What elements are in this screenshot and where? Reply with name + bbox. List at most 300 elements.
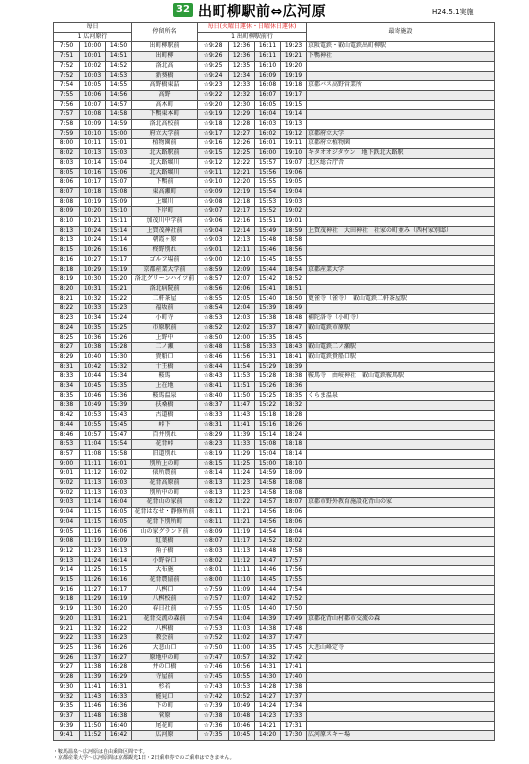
time-cell: 11:33 <box>80 634 106 644</box>
table-row <box>54 158 495 168</box>
time-cell: 11:33 <box>229 440 255 450</box>
time-cell: 12:29 <box>229 110 255 120</box>
time-cell: 12:26 <box>229 139 255 149</box>
time-cell: 8:35 <box>54 391 80 401</box>
sight-cell <box>307 304 495 314</box>
time-cell: 11:23 <box>229 479 255 489</box>
time-cell: 10:49 <box>229 702 255 712</box>
time-cell: 16:01 <box>255 139 281 149</box>
time-cell: 19:05 <box>281 178 307 188</box>
time-cell: 19:15 <box>281 100 307 110</box>
time-cell: 12:06 <box>229 284 255 294</box>
stop-name-cell: 下の町 <box>132 702 198 712</box>
table-row <box>54 508 495 518</box>
table-row <box>54 459 495 469</box>
time-cell: 11:16 <box>80 527 106 537</box>
sight-cell <box>307 459 495 469</box>
time-cell: ☆8:33 <box>198 411 229 421</box>
time-cell: 18:06 <box>281 517 307 527</box>
sight-cell <box>307 702 495 712</box>
time-cell: 10:40 <box>80 352 106 362</box>
time-cell: ☆8:54 <box>198 304 229 314</box>
time-cell: 14:47 <box>255 556 281 566</box>
table-row <box>54 479 495 489</box>
time-cell: 18:59 <box>281 226 307 236</box>
time-cell: 11:46 <box>80 702 106 712</box>
time-cell: 11:37 <box>80 653 106 663</box>
time-cell: ☆7:43 <box>198 682 229 692</box>
table-row <box>54 585 495 595</box>
stop-name-cell: 花背交流の森前 <box>132 614 198 624</box>
table-row <box>54 52 495 62</box>
stop-name-cell: 北大路堀川 <box>132 168 198 178</box>
time-cell: 15:23 <box>106 304 132 314</box>
time-cell: ☆8:14 <box>198 469 229 479</box>
time-cell: 18:10 <box>281 459 307 469</box>
time-cell: 8:31 <box>54 362 80 372</box>
stop-name-cell: 下岸町 <box>132 207 198 217</box>
time-cell: 14:27 <box>255 692 281 702</box>
sight-cell: 京都産業大学 <box>307 265 495 275</box>
time-cell: 11:43 <box>229 411 255 421</box>
sight-cell: 京都バス高野営業所 <box>307 81 495 91</box>
time-cell: 9:25 <box>54 644 80 654</box>
stop-name-cell: 植物園前 <box>132 139 198 149</box>
time-cell: 11:21 <box>229 508 255 518</box>
sight-cell: 下鴨神社 <box>307 52 495 62</box>
time-cell: 15:14 <box>255 430 281 440</box>
time-cell: 12:05 <box>229 294 255 304</box>
time-cell: ☆8:48 <box>198 343 229 353</box>
time-cell: ☆9:20 <box>198 100 229 110</box>
stop-name-cell: 旧道別れ <box>132 449 198 459</box>
time-cell: 14:35 <box>255 644 281 654</box>
time-cell: 15:14 <box>106 236 132 246</box>
time-cell: 16:10 <box>255 61 281 71</box>
time-cell: 14:54 <box>255 527 281 537</box>
table-row <box>54 527 495 537</box>
table-row <box>54 382 495 392</box>
stop-name-cell: 福坂前 <box>132 304 198 314</box>
time-cell: 11:30 <box>80 605 106 615</box>
time-cell: 18:32 <box>281 401 307 411</box>
sight-cell <box>307 178 495 188</box>
time-cell: 16:07 <box>255 90 281 100</box>
stop-name-cell: 別所中の町 <box>132 488 198 498</box>
time-cell: 11:15 <box>80 517 106 527</box>
table-row <box>54 682 495 692</box>
time-cell: 19:10 <box>281 149 307 159</box>
note-line: ・京都産業大学～広河原間は京都観光1日・2日乗車券でのご乗車はできません。 <box>53 755 235 761</box>
table-row <box>54 246 495 256</box>
time-cell: ☆9:04 <box>198 226 229 236</box>
time-cell: 18:28 <box>281 411 307 421</box>
table-row <box>54 294 495 304</box>
sight-cell <box>307 246 495 256</box>
time-cell: 14:37 <box>255 634 281 644</box>
time-cell: 9:37 <box>54 711 80 721</box>
route-number-badge: 32 <box>173 3 193 17</box>
table-row <box>54 236 495 246</box>
time-cell: 11:27 <box>80 585 106 595</box>
time-cell: ☆7:45 <box>198 673 229 683</box>
time-cell: 10:55 <box>80 420 106 430</box>
sight-cell <box>307 721 495 731</box>
time-cell: 14:51 <box>106 52 132 62</box>
time-cell: 17:30 <box>281 731 307 741</box>
time-cell: 18:04 <box>281 527 307 537</box>
time-cell: 15:20 <box>106 275 132 285</box>
time-cell: 11:25 <box>80 566 106 576</box>
sight-cell <box>307 168 495 178</box>
stop-name-cell: 下鴨前 <box>132 178 198 188</box>
time-cell: 11:09 <box>229 585 255 595</box>
table-row <box>54 100 495 110</box>
stop-name-cell: 杉若 <box>132 682 198 692</box>
sight-cell <box>307 120 495 130</box>
time-cell: 8:22 <box>54 304 80 314</box>
time-cell: ☆9:07 <box>198 207 229 217</box>
time-cell: 14:45 <box>255 576 281 586</box>
time-cell: 14:32 <box>255 653 281 663</box>
time-cell: 8:38 <box>54 401 80 411</box>
stop-name-cell: 高木町 <box>132 100 198 110</box>
time-cell: 17:50 <box>281 605 307 615</box>
time-cell: 10:08 <box>80 110 106 120</box>
time-cell: 15:37 <box>255 323 281 333</box>
time-cell: 16:13 <box>106 546 132 556</box>
time-cell: 15:11 <box>106 217 132 227</box>
sight-cell <box>307 217 495 227</box>
time-cell: ☆8:12 <box>198 498 229 508</box>
stop-name-cell: 上堀川 <box>132 197 198 207</box>
time-cell: 14:50 <box>106 42 132 52</box>
sight-cell: 北区総合庁舎 <box>307 158 495 168</box>
time-cell: 15:53 <box>255 197 281 207</box>
time-cell: 14:56 <box>255 508 281 518</box>
time-cell: ☆8:03 <box>198 546 229 556</box>
time-cell: ☆7:47 <box>198 653 229 663</box>
time-cell: 7:52 <box>54 61 80 71</box>
stop-name-cell: 洛北病院前 <box>132 284 198 294</box>
sight-cell <box>307 207 495 217</box>
time-cell: 15:56 <box>255 168 281 178</box>
time-cell: 15:36 <box>106 391 132 401</box>
sight-cell <box>307 595 495 605</box>
time-cell: 15:44 <box>255 265 281 275</box>
time-cell: 8:57 <box>54 449 80 459</box>
time-cell: 19:20 <box>281 61 307 71</box>
time-cell: 10:29 <box>80 265 106 275</box>
stop-name-cell: 上賀茂神社前 <box>132 226 198 236</box>
time-cell: 16:19 <box>106 595 132 605</box>
time-cell: ☆8:53 <box>198 314 229 324</box>
time-cell: 15:47 <box>106 430 132 440</box>
sight-cell: 叡山電鉄貴船口駅 <box>307 352 495 362</box>
time-cell: 12:16 <box>229 217 255 227</box>
stop-name-cell: 井の口橋 <box>132 663 198 673</box>
time-cell: 8:07 <box>54 187 80 197</box>
table-row <box>54 692 495 702</box>
sight-cell <box>307 653 495 663</box>
time-cell: 15:42 <box>255 275 281 285</box>
time-cell: 15:35 <box>255 333 281 343</box>
time-cell: 16:04 <box>255 110 281 120</box>
time-cell: 17:42 <box>281 653 307 663</box>
time-cell: 17:40 <box>281 673 307 683</box>
table-row <box>54 576 495 586</box>
time-cell: 8:33 <box>54 372 80 382</box>
stop-name-cell: 洛北高校前 <box>132 120 198 130</box>
stop-name-cell: 鞍馬温泉 <box>132 391 198 401</box>
time-cell: 16:28 <box>106 663 132 673</box>
time-cell: ☆9:03 <box>198 236 229 246</box>
time-cell: 10:16 <box>80 168 106 178</box>
time-cell: 15:51 <box>255 217 281 227</box>
stop-name-cell: 出町柳 <box>132 52 198 62</box>
time-cell: 14:46 <box>255 566 281 576</box>
sight-cell: 京都市野外教育施設花背山の家 <box>307 498 495 508</box>
table-row <box>54 197 495 207</box>
time-cell: 15:45 <box>106 420 132 430</box>
time-cell: 9:27 <box>54 663 80 673</box>
table-row <box>54 440 495 450</box>
time-cell: 9:32 <box>54 692 80 702</box>
time-cell: 12:13 <box>229 236 255 246</box>
table-row <box>54 343 495 353</box>
time-cell: 12:35 <box>229 61 255 71</box>
time-cell: 11:54 <box>229 362 255 372</box>
time-cell: 10:56 <box>229 663 255 673</box>
stop-name-cell: 十王橋 <box>132 362 198 372</box>
sight-cell <box>307 449 495 459</box>
sight-cell <box>307 634 495 644</box>
time-cell: 15:39 <box>106 401 132 411</box>
time-cell: ☆8:43 <box>198 372 229 382</box>
time-cell: 10:09 <box>80 120 106 130</box>
time-cell: 8:03 <box>54 158 80 168</box>
table-row <box>54 673 495 683</box>
time-cell: 15:30 <box>106 352 132 362</box>
time-cell: 8:10 <box>54 217 80 227</box>
stop-name-cell: 角子橋 <box>132 546 198 556</box>
time-cell: 11:14 <box>80 498 106 508</box>
time-cell: 19:18 <box>281 81 307 91</box>
time-cell: 18:38 <box>281 372 307 382</box>
time-cell: ☆8:13 <box>198 488 229 498</box>
time-cell: ☆9:10 <box>198 178 229 188</box>
stop-name-cell: 出町柳駅前 <box>132 42 198 52</box>
table-row <box>54 362 495 372</box>
stop-name-cell: 東高瀬町 <box>132 187 198 197</box>
sight-cell <box>307 401 495 411</box>
table-row <box>54 566 495 576</box>
time-cell: 8:23 <box>54 314 80 324</box>
time-cell: 11:29 <box>80 595 106 605</box>
time-cell: 15:33 <box>255 343 281 353</box>
stop-name-cell: 尾花町 <box>132 721 198 731</box>
time-cell: 17:38 <box>281 682 307 692</box>
time-cell: 11:21 <box>229 517 255 527</box>
stop-name-cell: 山の家グランド前 <box>132 527 198 537</box>
time-cell: 9:22 <box>54 634 80 644</box>
sight-cell: 更雀寺（雀寺） 叡山電鉄二軒茶屋駅 <box>307 294 495 304</box>
stop-name-cell: 寺屋前 <box>132 673 198 683</box>
time-cell: 14:57 <box>255 498 281 508</box>
time-cell: 19:04 <box>281 187 307 197</box>
table-row <box>54 469 495 479</box>
time-cell: 16:05 <box>255 100 281 110</box>
time-cell: 14:58 <box>255 479 281 489</box>
time-cell: 8:53 <box>54 440 80 450</box>
time-cell: 16:00 <box>255 149 281 159</box>
time-cell: 9:04 <box>54 508 80 518</box>
time-cell: 16:23 <box>106 634 132 644</box>
time-cell: 11:47 <box>229 401 255 411</box>
table-row <box>54 129 495 139</box>
time-cell: 12:33 <box>229 81 255 91</box>
time-cell: 10:18 <box>80 187 106 197</box>
time-cell: 15:14 <box>106 226 132 236</box>
time-cell: 18:09 <box>281 469 307 479</box>
time-cell: 15:34 <box>106 372 132 382</box>
time-cell: ☆7:57 <box>198 595 229 605</box>
table-row <box>54 420 495 430</box>
time-cell: 12:22 <box>229 158 255 168</box>
sight-cell <box>307 663 495 673</box>
sight-cell: 京都府立植物園 <box>307 139 495 149</box>
sight-cell <box>307 711 495 721</box>
time-cell: ☆7:52 <box>198 634 229 644</box>
time-cell: 15:29 <box>255 362 281 372</box>
time-cell: 17:41 <box>281 663 307 673</box>
time-cell: 17:56 <box>281 566 307 576</box>
time-cell: 18:07 <box>281 498 307 508</box>
table-row <box>54 323 495 333</box>
time-cell: 14:38 <box>255 624 281 634</box>
stop-name-cell: 八桝口 <box>132 585 198 595</box>
stop-name-cell: 朝霞ヶ原 <box>132 236 198 246</box>
time-cell: 8:44 <box>54 420 80 430</box>
time-cell: 11:48 <box>80 711 106 721</box>
sight-cell <box>307 284 495 294</box>
time-cell: 10:13 <box>80 149 106 159</box>
sight-cell <box>307 488 495 498</box>
time-cell: ☆8:09 <box>198 527 229 537</box>
time-cell: ☆8:19 <box>198 449 229 459</box>
stop-name-cell: 新葵橋 <box>132 71 198 81</box>
time-cell: 18:41 <box>281 352 307 362</box>
time-cell: 9:39 <box>54 721 80 731</box>
time-cell: 14:28 <box>255 682 281 692</box>
stop-name-cell: 北大路駅前 <box>132 149 198 159</box>
time-cell: ☆8:37 <box>198 401 229 411</box>
time-cell: ☆8:07 <box>198 537 229 547</box>
time-cell: 10:57 <box>229 653 255 663</box>
time-cell: 16:11 <box>255 42 281 52</box>
time-cell: 10:52 <box>229 692 255 702</box>
time-cell: 15:22 <box>255 401 281 411</box>
time-cell: 11:12 <box>80 469 106 479</box>
time-cell: 15:45 <box>255 255 281 265</box>
time-cell: 14:58 <box>106 110 132 120</box>
time-cell: 17:52 <box>281 595 307 605</box>
time-cell: ☆9:24 <box>198 71 229 81</box>
time-cell: 9:02 <box>54 488 80 498</box>
stop-name-cell: 花背高原前 <box>132 479 198 489</box>
time-cell: 8:19 <box>54 275 80 285</box>
time-cell: 10:33 <box>80 304 106 314</box>
stop-name-cell: 花背峠 <box>132 440 198 450</box>
table-row <box>54 284 495 294</box>
time-cell: 17:37 <box>281 692 307 702</box>
time-cell: 16:14 <box>106 556 132 566</box>
time-cell: 8:00 <box>54 139 80 149</box>
time-cell: ☆7:59 <box>198 585 229 595</box>
sight-cell <box>307 411 495 421</box>
time-cell: 15:54 <box>255 187 281 197</box>
time-cell: 10:14 <box>80 158 106 168</box>
time-cell: 14:53 <box>106 71 132 81</box>
time-cell: 10:57 <box>80 430 106 440</box>
time-cell: 11:24 <box>80 556 106 566</box>
table-row <box>54 207 495 217</box>
time-cell: 11:22 <box>229 498 255 508</box>
sight-cell: くらま温泉 <box>307 391 495 401</box>
time-cell: 8:06 <box>54 178 80 188</box>
time-cell: 16:27 <box>106 653 132 663</box>
time-cell: 10:01 <box>80 52 106 62</box>
time-cell: 14:31 <box>255 663 281 673</box>
stop-name-cell: 古道橋 <box>132 411 198 421</box>
time-cell: 16:33 <box>106 692 132 702</box>
time-cell: 12:14 <box>229 226 255 236</box>
time-cell: 9:21 <box>54 624 80 634</box>
sight-cell <box>307 469 495 479</box>
time-cell: 11:32 <box>80 624 106 634</box>
sight-cell: 京阪電鉄・叡山電鉄出町柳駅 <box>307 42 495 52</box>
table-row <box>54 721 495 731</box>
time-cell: 19:02 <box>281 207 307 217</box>
time-cell: 19:11 <box>281 139 307 149</box>
time-cell: 17:57 <box>281 556 307 566</box>
time-cell: 18:47 <box>281 323 307 333</box>
time-cell: 12:00 <box>229 333 255 343</box>
time-cell: 12:19 <box>229 187 255 197</box>
time-cell: 12:25 <box>229 149 255 159</box>
time-cell: 16:36 <box>106 702 132 712</box>
time-cell: 10:46 <box>229 721 255 731</box>
sight-cell <box>307 479 495 489</box>
time-cell: 15:25 <box>255 391 281 401</box>
time-cell: 17:33 <box>281 711 307 721</box>
time-cell: 11:43 <box>80 692 106 702</box>
return-header: 毎日(火曜日運休・日曜休日運休) <box>198 23 307 33</box>
sight-cell <box>307 527 495 537</box>
stop-name-cell: 原地中の町 <box>132 653 198 663</box>
time-cell: 16:06 <box>106 527 132 537</box>
outbound-subheader: 1 広河原行 <box>54 32 132 42</box>
time-cell: 11:11 <box>229 566 255 576</box>
time-cell: 8:20 <box>54 284 80 294</box>
time-cell: 18:51 <box>281 284 307 294</box>
sight-cell <box>307 508 495 518</box>
time-cell: ☆7:38 <box>198 711 229 721</box>
time-cell: 12:10 <box>229 255 255 265</box>
time-cell: 8:24 <box>54 323 80 333</box>
time-cell: 9:16 <box>54 585 80 595</box>
stop-name-cell: 花背はなせ・静修所前 <box>132 508 198 518</box>
